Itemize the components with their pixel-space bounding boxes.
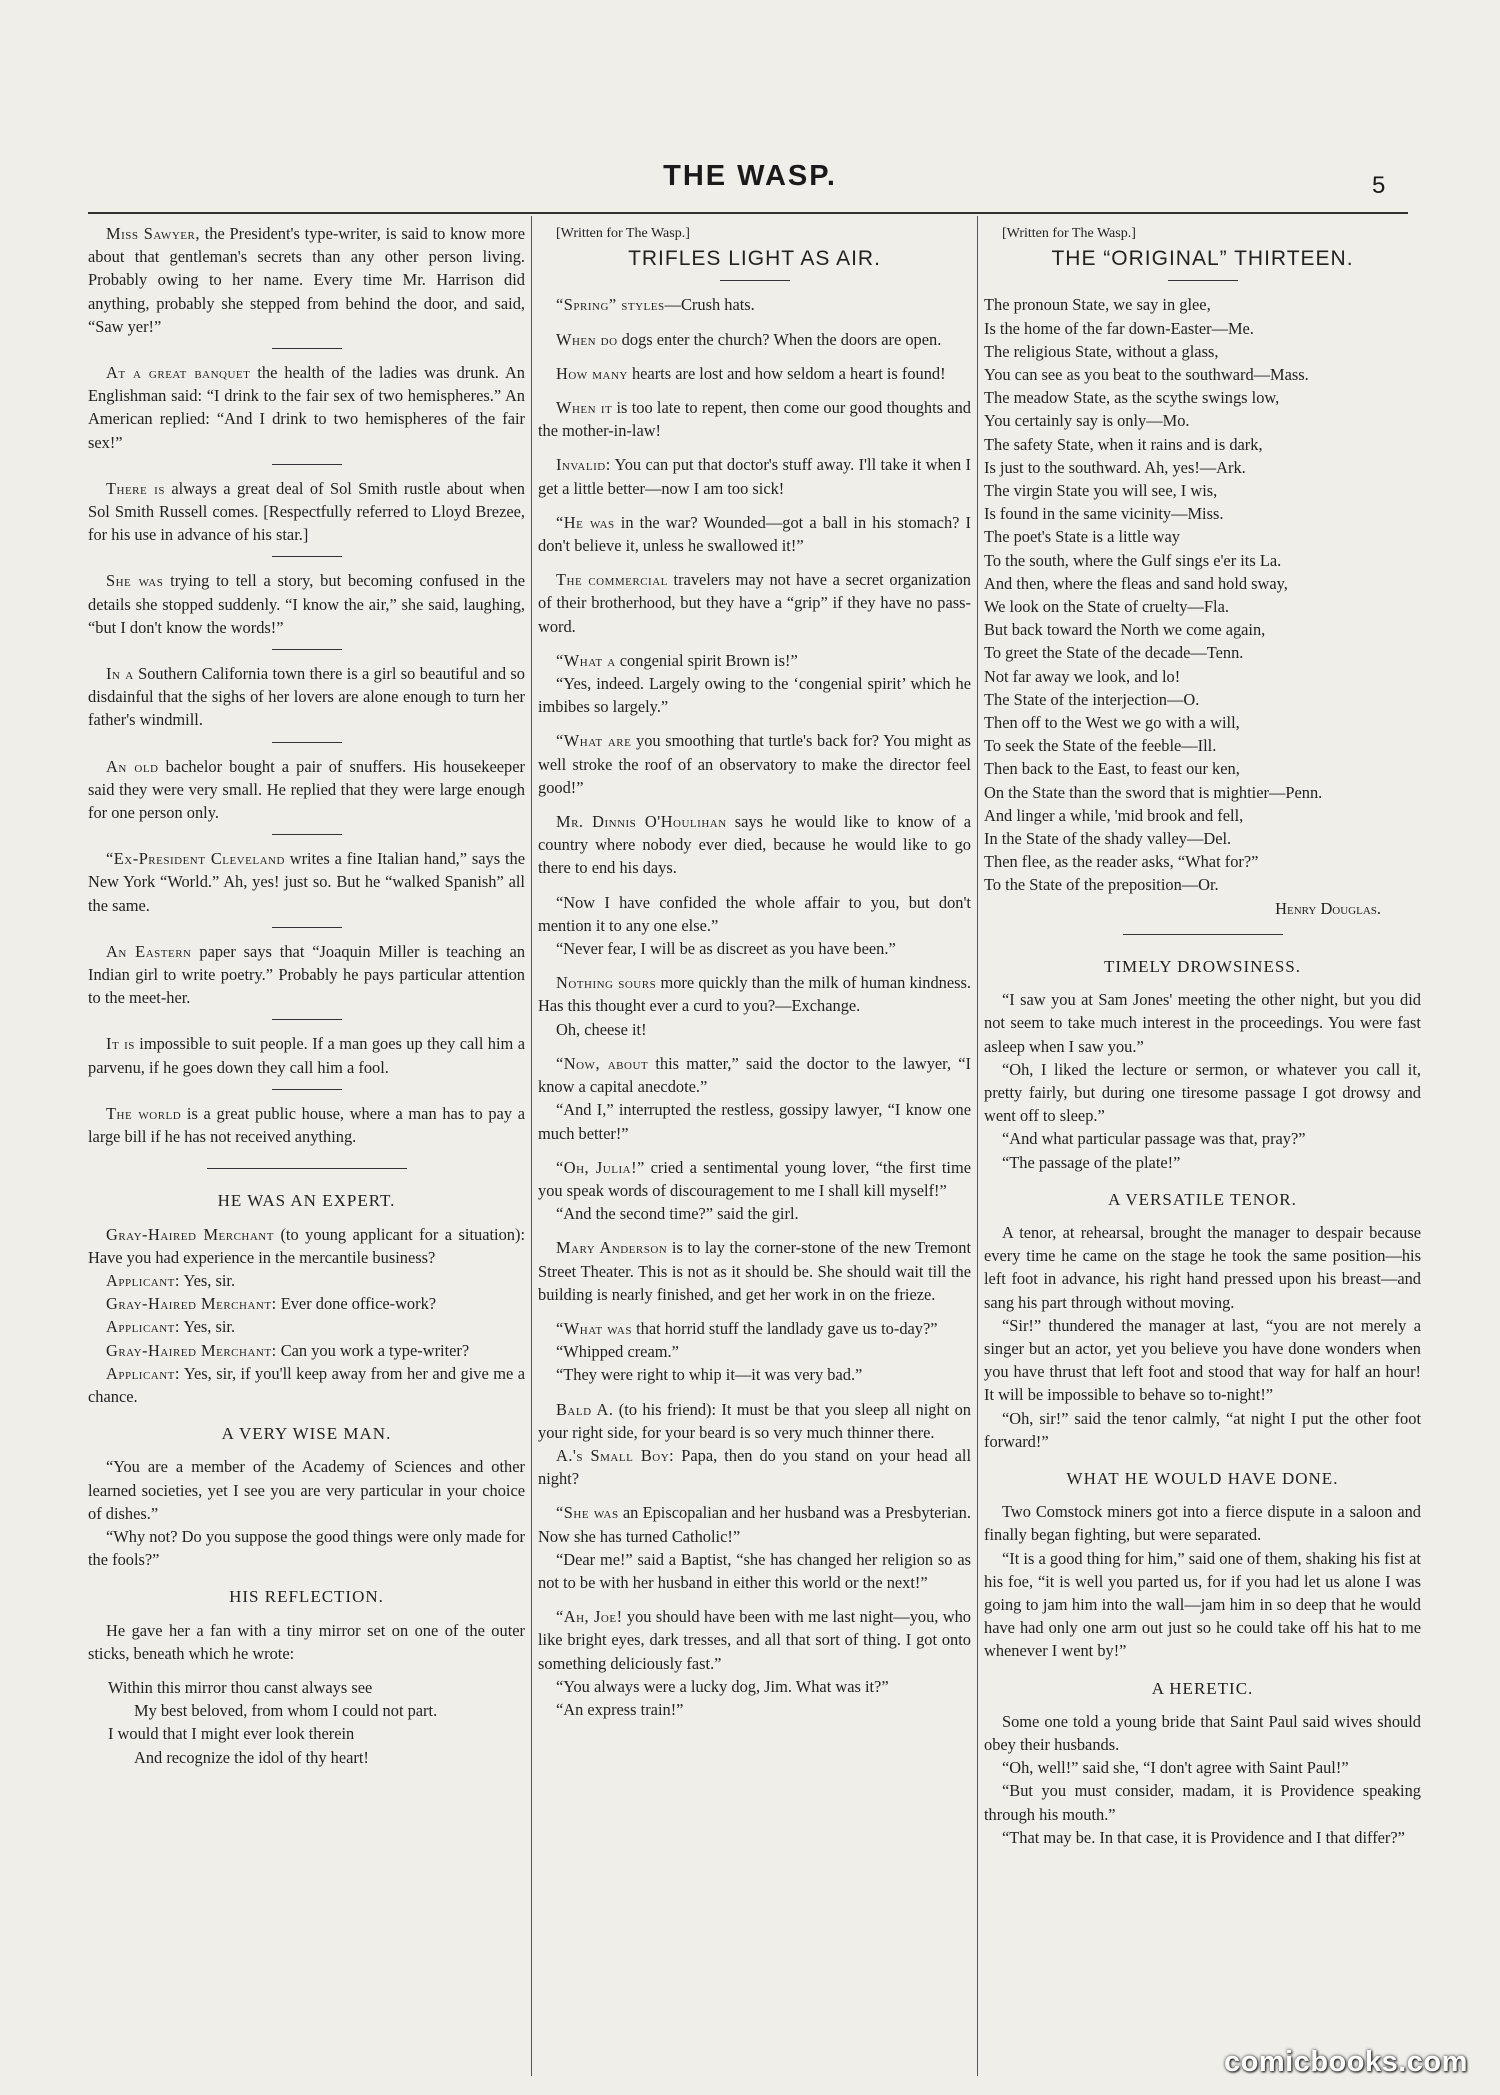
- separator: [272, 742, 342, 743]
- paragraph: “Sir!” thundered the manager at last, “you are not merely a singer but an actor, yet you believe you have done wonders when you have thrust that left foot and stood that way for half an hour! It will be impossible to behave so to-night!”: [984, 1315, 1421, 1405]
- verse-line: The State of the interjection—O.: [984, 689, 1200, 709]
- column-divider: [977, 216, 978, 2076]
- masthead-title: THE WASP.: [663, 160, 837, 192]
- page-number: 5: [1372, 172, 1386, 199]
- verse-line: In the State of the shady valley—Del.: [984, 829, 1232, 849]
- paragraph: Mary Anderson is to lay the corner-stone of the new Tremont Street Theater. This is not as it should be. She should wait till the building is nearly finished, and get her work in on the frieze.: [538, 1238, 971, 1304]
- header-rule: [88, 212, 1408, 214]
- separator: [272, 348, 342, 349]
- verse-line: The meadow State, as the scythe swings low,: [984, 388, 1280, 408]
- separator: [272, 464, 342, 465]
- verse-line: The religious State, without a glass,: [984, 341, 1219, 361]
- verse-line: Then off to the West we go with a will,: [984, 713, 1240, 733]
- paragraph: Oh, cheese it!: [556, 1019, 647, 1039]
- section-heading: HIS REFLECTION.: [229, 1587, 384, 1607]
- section-heading: A VERSATILE TENOR.: [1108, 1189, 1297, 1209]
- verse-line: Is the home of the far down-Easter—Me.: [984, 318, 1254, 338]
- verse-line: Not far away we look, and lo!: [984, 666, 1181, 686]
- paragraph: “You always were a lucky dog, Jim. What was it?”: [556, 1676, 889, 1696]
- paragraph: “You are a member of the Academy of Sciences and other learned societies, yet I see you are very particular in your choice of dishes.”: [88, 1457, 525, 1523]
- paragraph: Miss Sawyer, the President's type-writer, is said to know more about that gentleman's secrets than any other person living. Probably owing to her name. Every time Mr. Harrison did anything, probably she stepped from behind the door, and said, “Saw yer!”: [88, 224, 525, 336]
- watermark-text: comicbooks.com: [1224, 2046, 1468, 2078]
- verse-line: And then, where the fleas and sand hold sway,: [984, 573, 1288, 593]
- paragraph: “They were right to whip it—it was very bad.”: [556, 1365, 863, 1385]
- paragraph: “Why not? Do you suppose the good things were only made for the fools?”: [88, 1526, 525, 1570]
- article-title: TRIFLES LIGHT AS AIR.: [628, 247, 881, 271]
- paragraph: Nothing sours more quickly than the milk of human kindness. Has this thought ever a curd to you?—Exchange.: [538, 973, 971, 1016]
- verse-line: And linger a while, 'mid brook and fell,: [984, 805, 1244, 825]
- paragraph: “Oh, well!” said she, “I don't agree with Saint Paul!”: [1002, 1758, 1349, 1778]
- paragraph: Two Comstock miners got into a fierce dispute in a saloon and finally began fighting, but were separated.: [984, 1502, 1421, 1545]
- verse-line: But back toward the North we come again,: [984, 620, 1266, 640]
- paragraph: “But you must consider, madam, it is Providence speaking through his mouth.”: [984, 1781, 1421, 1824]
- paragraph: At a great banquet the health of the ladies was drunk. An Englishman said: “I drink to the fair sex of two hemispheres.” An American replied: “And I drink to two hemispheres of the fair sex!”: [88, 363, 525, 452]
- paragraph: In a Southern California town there is a girl so beautiful and so disdainful that the sighs of her lovers are alone enough to turn her father's windmill.: [88, 664, 525, 730]
- signature: Henry Douglas.: [1275, 898, 1381, 918]
- paragraph: “He was in the war? Wounded—got a ball in his stomach? I don't believe it, unless he swallowed it!”: [538, 512, 971, 556]
- paragraph: “She was an Episcopalian and her husband was a Presbyterian. Now she has turned Catholic!”: [538, 1503, 971, 1546]
- verse-line: And recognize the idol of thy heart!: [134, 1747, 369, 1767]
- section-heading: HE WAS AN EXPERT.: [217, 1191, 396, 1211]
- verse-line: You can see as you beat to the southward—Mass.: [984, 365, 1309, 385]
- byline: [Written for The Wasp.]: [1002, 226, 1136, 241]
- paragraph: How many hearts are lost and how seldom a heart is found!: [556, 363, 946, 383]
- separator: [272, 556, 342, 557]
- paragraph: “Now I have confided the whole affair to you, but don't mention it to any one else.”: [538, 892, 971, 935]
- paragraph: “The passage of the plate!”: [1002, 1152, 1181, 1172]
- verse-line: Then flee, as the reader asks, “What for?”: [984, 852, 1259, 872]
- paragraph: “Spring” styles—Crush hats.: [556, 295, 755, 315]
- paragraph: “Now, about this matter,” said the doctor to the lawyer, “I know a capital anecdote.”: [538, 1053, 971, 1097]
- paragraph: Gray-Haired Merchant: Ever done office-work?: [106, 1294, 437, 1314]
- paragraph: She was trying to tell a story, but becoming confused in the details she stopped suddenly. “I know the air,” she said, laughing, “but I don't know the words!”: [88, 571, 525, 637]
- paragraph: “Yes, indeed. Largely owing to the ‘congenial spirit’ which he imbibes so largely.”: [538, 674, 971, 717]
- paragraph: “Ah, Joe! you should have been with me last night—you, who like bright eyes, dark tresses, and all that sort of thing. I got onto something deliciously fast.”: [538, 1607, 971, 1673]
- verse-line: The poet's State is a little way: [984, 527, 1180, 547]
- paragraph: The world is a great public house, where a man has to pay a large bill if he has not received anything.: [88, 1103, 525, 1147]
- paragraph: “An express train!”: [556, 1699, 684, 1719]
- column-3: [984, 222, 1421, 2072]
- paragraph: Bald A. (to his friend): It must be that you sleep all night on your right side, for your beard is so very much thinner there.: [538, 1399, 971, 1442]
- article-title: THE “ORIGINAL” THIRTEEN.: [1051, 247, 1354, 271]
- paragraph: “What a congenial spirit Brown is!”: [556, 650, 798, 670]
- paragraph: “Whipped cream.”: [556, 1342, 679, 1362]
- paragraph: “And I,” interrupted the restless, gossipy lawyer, “I know one much better!”: [538, 1100, 971, 1143]
- verse-line: The safety State, when it rains and is dark,: [984, 434, 1263, 454]
- separator: [272, 927, 342, 928]
- section-heading: A HERETIC.: [1151, 1678, 1254, 1698]
- column-2: [538, 222, 971, 2072]
- paragraph: It is impossible to suit people. If a man goes up they call him a parvenu, if he goes down they call him a fool.: [88, 1034, 525, 1077]
- verse: [984, 293, 1421, 896]
- paragraph: “And the second time?” said the girl.: [556, 1204, 799, 1224]
- paragraph: “Never fear, I will be as discreet as you have been.”: [556, 939, 896, 959]
- verse-line: To greet the State of the decade—Tenn.: [984, 643, 1244, 663]
- verse-line: Then back to the East, to feast our ken,: [984, 759, 1240, 779]
- verse-line: My best beloved, from whom I could not part.: [134, 1701, 438, 1721]
- paragraph: “I saw you at Sam Jones' meeting the other night, but you did not seem to take much interest in the proceedings. You were fast asleep when I saw you.”: [984, 990, 1421, 1056]
- verse-line: I would that I might ever look therein: [108, 1724, 355, 1744]
- verse: [88, 1676, 525, 1769]
- paragraph: Applicant: Yes, sir.: [106, 1270, 236, 1290]
- paragraph: Some one told a young bride that Saint Paul said wives should obey their husbands.: [984, 1711, 1421, 1754]
- paragraph: A tenor, at rehearsal, brought the manager to despair because every time he came on the stage he took the same position—his left foot in advance, his right hand pressed upon his breast—and sang his part through without moving.: [984, 1222, 1421, 1312]
- verse-line: On the State than the sword that is mightier—Penn.: [984, 782, 1323, 802]
- paragraph: An old bachelor bought a pair of snuffers. His housekeeper said they were very small. He replied that they were large enough for one person only.: [88, 756, 525, 823]
- verse-line: To the State of the preposition—Or.: [984, 875, 1219, 895]
- paragraph: Applicant: Yes, sir, if you'll keep away from her and give me a chance.: [88, 1363, 525, 1406]
- paragraph: An Eastern paper says that “Joaquin Miller is teaching an Indian girl to write poetry.” Probably he pays particular attention to the meet-her.: [88, 941, 525, 1008]
- paragraph: “What are you smoothing that turtle's back for? You might as well stroke the roof of an observatory to make the director feel good!”: [538, 731, 971, 797]
- paragraph: Gray-Haired Merchant (to young applicant for a situation): Have you had experience in the mercantile business?: [88, 1224, 525, 1267]
- paragraph: “And what particular passage was that, pray?”: [1002, 1129, 1306, 1149]
- separator: [272, 1019, 342, 1020]
- paragraph: When it is too late to repent, then come our good thoughts and the mother-in-law!: [538, 398, 971, 441]
- section-heading: WHAT HE WOULD HAVE DONE.: [1066, 1468, 1339, 1488]
- paragraph: The commercial travelers may not have a secret organization of their brotherhood, but they have a “grip” if they have no pass-word.: [538, 570, 971, 636]
- paragraph: Applicant: Yes, sir.: [106, 1317, 236, 1337]
- paragraph: “Oh, Julia!” cried a sentimental young lover, “the first time you speak words of discouragement to me I shall kill myself!”: [538, 1157, 971, 1200]
- separator: [272, 834, 342, 835]
- column-1: [88, 222, 525, 2072]
- verse-line: Within this mirror thou canst always see: [108, 1677, 373, 1697]
- separator: [1168, 280, 1238, 281]
- separator: [1123, 934, 1283, 935]
- paragraph: “It is a good thing for him,” said one of them, shaking his fist at his foe, “it is well you parted us, for if you had let us alone I was going to jam him into the wall—jam him in so deep that he would have had only one arm out just so he could take off his hat to me whenever I went by!”: [984, 1548, 1421, 1661]
- separator: [272, 1089, 342, 1090]
- byline: [Written for The Wasp.]: [556, 226, 690, 241]
- paragraph: “That may be. In that case, it is Providence and I that differ?”: [1002, 1827, 1405, 1847]
- separator: [207, 1168, 407, 1169]
- verse-line: We look on the State of cruelty—Fla.: [984, 597, 1229, 617]
- paragraph: “Oh, sir!” said the tenor calmly, “at night I put the other foot forward!”: [984, 1408, 1421, 1451]
- verse-line: Is just to the southward. Ah, yes!—Ark.: [984, 457, 1246, 477]
- column-divider: [531, 216, 532, 2076]
- separator: [272, 649, 342, 650]
- section-heading: TIMELY DROWSINESS.: [1104, 956, 1301, 976]
- verse-line: To seek the State of the feeble—Ill.: [984, 736, 1217, 756]
- paragraph: A.'s Small Boy: Papa, then do you stand on your head all night?: [538, 1445, 971, 1489]
- paragraph: Mr. Dinnis O'Houlihan says he would like to know of a country where nobody ever died, because he would like to go there to end his days.: [538, 812, 971, 878]
- paragraph: “Ex-President Cleveland writes a fine Italian hand,” says the New York “World.” Ah, yes! just so. But he “walked Spanish” all the same.: [88, 849, 525, 915]
- verse-line: Is found in the same vicinity—Miss.: [984, 504, 1224, 524]
- paragraph: Invalid: You can put that doctor's stuff away. I'll take it when I get a little better—now I am too sick!: [538, 455, 971, 498]
- section-heading: A VERY WISE MAN.: [221, 1424, 392, 1444]
- paragraph: He gave her a fan with a tiny mirror set on one of the outer sticks, beneath which he wrote:: [88, 1620, 525, 1663]
- verse-line: The pronoun State, we say in glee,: [984, 295, 1211, 315]
- verse-line: The virgin State you will see, I wis,: [984, 481, 1218, 501]
- verse-line: To the south, where the Gulf sings e'er its La.: [984, 550, 1282, 570]
- paragraph: “What was that horrid stuff the landlady gave us to-day?”: [556, 1318, 938, 1338]
- verse-line: You certainly say is only—Mo.: [984, 411, 1190, 431]
- paragraph: When do dogs enter the church? When the doors are open.: [556, 329, 942, 349]
- paragraph: “Dear me!” said a Baptist, “she has changed her religion so as not to be with her husband in either this world or the next!”: [538, 1549, 971, 1592]
- paragraph: There is always a great deal of Sol Smith rustle about when Sol Smith Russell comes. [Respectfully referred to Lloyd Brezee, for his use in advance of his star.]: [88, 478, 525, 545]
- separator: [720, 280, 790, 281]
- paragraph: Gray-Haired Merchant: Can you work a type-writer?: [106, 1340, 470, 1360]
- paragraph: “Oh, I liked the lecture or sermon, or whatever you call it, pretty fairly, but during one tiresome passage I got drowsy and went off to sleep.”: [984, 1059, 1421, 1126]
